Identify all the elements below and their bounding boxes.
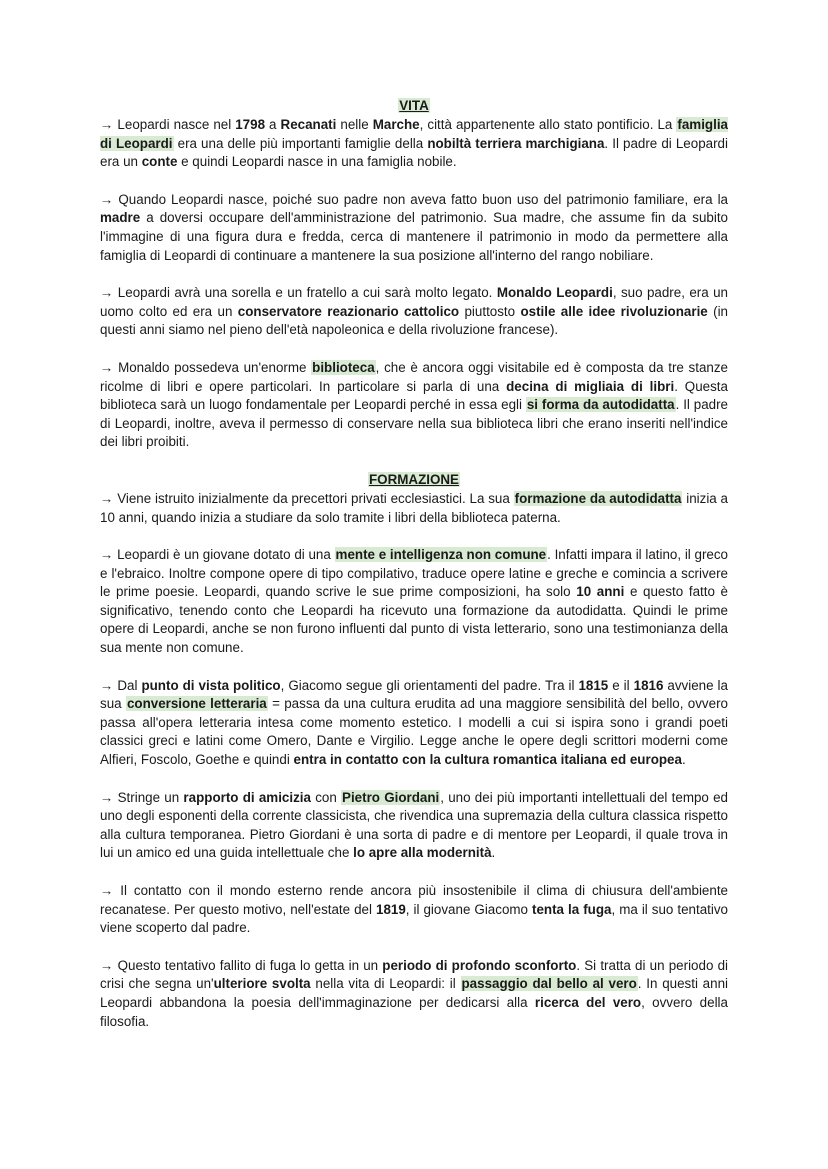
highlight: passaggio dal bello al vero: [461, 976, 637, 992]
document-content: [100, 97, 728, 1031]
highlight: biblioteca: [312, 359, 375, 375]
paragraph-formazione-3: → Dal punto di vista politico, Giacomo segue gli orientamenti del padre. Tra il 1815 e il 1816 avviene la sua conversione letteraria = passa da una cultura erudita ad una maggiore sensibilità del bello, ovvero passa all'opera letteraria intesa come momento estetico. I modelli a cui si ispira sono i grandi poeti classici greci e latini come Omero, Dante e Virgilio. Legge anche le opere degli scrittori moderni come Alfieri, Foscolo, Goethe e quindi entra in contatto con la cultura romantica italiana ed europea.: [100, 677, 728, 768]
paragraph-vita-2: → Quando Leopardi nasce, poiché suo padre non aveva fatto buon uso del patrimonio familiare, era la madre a doversi occupare dell'amministrazione del patrimonio. Sua madre, che assume fin da subito l'immagine di una figura dura e fredda, cerca di mantenere il patrimonio in modo da permettere alla famiglia di Leopardi di continuare a mantenere la sua posizione all'interno del rango nobiliare.: [100, 191, 728, 263]
paragraph-formazione-6: → Questo tentativo fallito di fuga lo getta in un periodo di profondo sconforto. Si tratta di un periodo di crisi che segna un'ulteriore svolta nella vita di Leopardi: il passaggio dal bello al vero. In questi anni Leopardi abbandona la poesia dell'immaginazione per dedicarsi alla ricerca del vero, ovvero della filosofia.: [100, 957, 728, 1029]
highlight: mente e intelligenza non comune: [335, 547, 547, 563]
paragraph-formazione-2: → Leopardi è un giovane dotato di una mente e intelligenza non comune. Infatti impara il latino, il greco e l'ebraico. Inoltre compone opere di tipo compilativo, traduce opere latine e greche e comincia a scrivere le prime poesie. Leopardi, quando scrive le sue prime composizioni, ha solo 10 anni e questo fatto è significativo, tenendo conto che Leopardi ha ricevuto una formazione da autodidatta. Quindi le prime opere di Leopardi, anche se non furono influenti dal punto di vista letterario, sono una testimonianza della sua mente non comune.: [100, 547, 728, 656]
highlight: si forma da autodidatta: [526, 397, 675, 413]
paragraph-vita-3: → Leopardi avrà una sorella e un fratello a cui sarà molto legato. Monaldo Leopardi, suo padre, era un uomo colto ed era un conservatore reazionario cattolico piuttosto ostile alle idee rivoluzionarie (in questi anni siamo nel pieno dell'età napoleonica e della rivoluzione francese).: [100, 285, 728, 338]
highlight: formazione da autodidatta: [514, 490, 682, 506]
paragraph-formazione-1: → Viene istruito inizialmente da precettori privati ecclesiastici. La sua formazione da autodidatta inizia a 10 anni, quando inizia a studiare da solo tramite i libri della biblioteca paterna.: [100, 490, 728, 525]
section-heading-vita: VITA: [399, 98, 429, 113]
paragraph-vita-4: → Monaldo possedeva un'enorme biblioteca, che è ancora oggi visitabile ed è composta da tre stanze ricolme di libri e opere particolari. In particolare si parla di una decina di migliaia di libri. Questa biblioteca sarà un luogo fondamentale per Leopardi perché in essa egli si forma da autodidatta. Il padre di Leopardi, inoltre, aveva il permesso di conservare nella sua biblioteca libri che erano inseriti nell'indice dei libri proibiti.: [100, 359, 728, 450]
paragraph-formazione-4: → Stringe un rapporto di amicizia con Pietro Giordani, uno dei più importanti intellettuali del tempo ed uno degli esponenti della corrente classicista, che rivendica una supremazia della cultura classica rispetto alla cultura temporanea. Pietro Giordani è una sorta di padre e di mentore per Leopardi, il quale trova in lui un amico ed una guida intellettuale che lo apre alla modernità.: [100, 789, 728, 861]
highlight: Pietro Giordani: [342, 789, 440, 805]
highlight: conversione letteraria: [126, 696, 267, 712]
paragraph-formazione-5: → Il contatto con il mondo esterno rende ancora più insostenibile il clima di chiusura dell'ambiente recanatese. Per questo motivo, nell'estate del 1819, il giovane Giacomo tenta la fuga, ma il suo tentativo viene scoperto dal padre.: [100, 883, 728, 936]
highlight: famiglia di Leopardi: [100, 117, 728, 151]
paragraph-vita-1: → Leopardi nasce nel 1798 a Recanati nelle Marche, città appartenente allo stato pontificio. La famiglia di Leopardi era una delle più importanti famiglie della nobiltà terriera marchigiana. Il padre di Leopardi era un conte e quindi Leopardi nasce in una famiglia nobile.: [100, 117, 728, 170]
section-heading-formazione: FORMAZIONE: [368, 471, 459, 487]
